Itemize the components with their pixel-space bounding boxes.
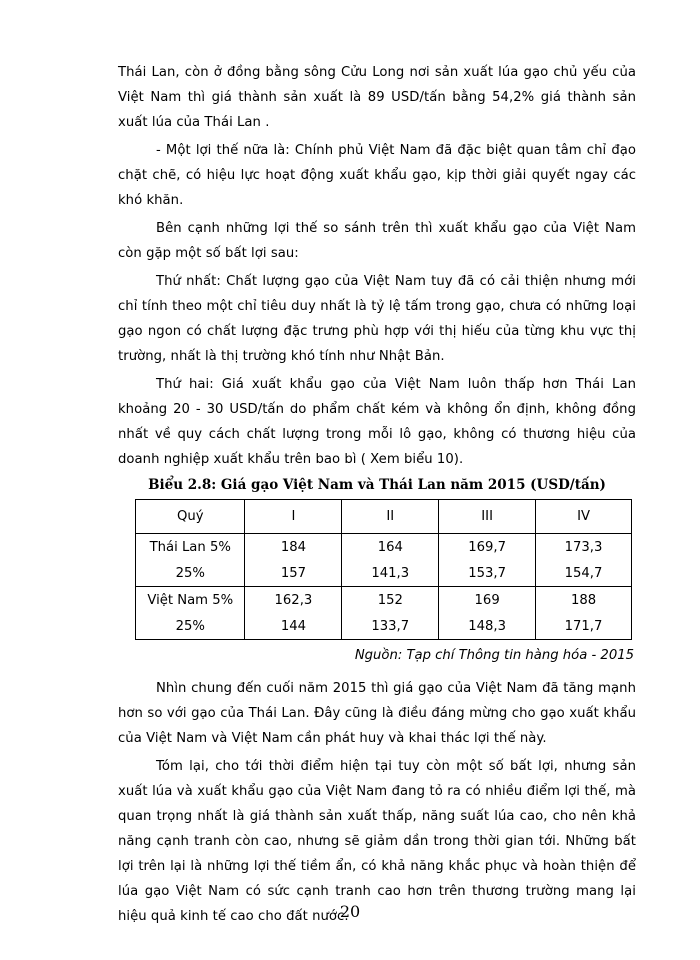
- table-row: [136, 613, 632, 640]
- paragraph-second-disadvantage: Thứ hai: Giá xuất khẩu gạo của Việt Nam luôn thấp hơn Thái Lan khoảng 20 - 30 USD/tấn do phẩm chất kém và không ổn định, không đồng nhất về quy cách chất lượng trong mỗi lô gạo, không có thương hiệu của doanh nghiệp xuất khẩu trên bao bì ( Xem biểu 10).: [118, 377, 636, 467]
- row-label: Việt Nam 5%: [136, 587, 245, 614]
- table-cell: 154,7: [536, 560, 632, 587]
- table-cell: 169,7: [439, 534, 536, 561]
- table-cell: 169: [439, 587, 536, 614]
- page-number: 20: [339, 902, 361, 921]
- table-cell: 144: [245, 613, 342, 640]
- table-source: Nguồn: Tạp chí Thông tin hàng hóa - 2015: [354, 648, 634, 663]
- table-cell: 157: [245, 560, 342, 587]
- paragraph-summary: Nhìn chung đến cuối năm 2015 thì giá gạo của Việt Nam đã tăng mạnh hơn so với gạo của Thái Lan. Đây cũng là điều đáng mừng cho gạo xuất khẩu của Việt Nam và Việt Nam cần phát huy và khai thác lợi thế này.: [118, 681, 636, 746]
- header-quarter: Quý: [136, 500, 245, 534]
- row-label: 25%: [136, 613, 245, 640]
- paragraph-intro-continuation: Thái Lan, còn ở đồng bằng sông Cửu Long nơi sản xuất lúa gạo chủ yếu của Việt Nam thì giá thành sản xuất là 89 USD/tấn bằng 54,2% giá thành sản xuất lúa của Thái Lan .: [118, 65, 636, 130]
- table-row: [136, 587, 632, 614]
- rice-price-table: [135, 499, 632, 640]
- table-row: [136, 560, 632, 587]
- table-caption: Biểu 2.8: Giá gạo Việt Nam và Thái Lan năm 2015 (USD/tấn): [148, 477, 606, 493]
- table-cell: 173,3: [536, 534, 632, 561]
- paragraph-first-disadvantage: Thứ nhất: Chất lượng gạo của Việt Nam tuy đã có cải thiện nhưng mới chỉ tính theo một chỉ tiêu duy nhất là tỷ lệ tấm trong gạo, chưa có những loại gạo ngon có chất lượng đặc trưng phù hợp với thị hiếu của từng khu vực thị trường, nhất là thị trường khó tính như Nhật Bản.: [118, 274, 636, 364]
- header-q1: I: [245, 500, 342, 534]
- table-cell: 152: [342, 587, 439, 614]
- table-header-row: [136, 500, 632, 534]
- header-q4: IV: [536, 500, 632, 534]
- table-row: [136, 534, 632, 561]
- paragraph-disadvantages-intro: Bên cạnh những lợi thế so sánh trên thì xuất khẩu gạo của Việt Nam còn gặp một số bất lợi sau:: [118, 221, 636, 261]
- paragraph-conclusion: Tóm lại, cho tới thời điểm hiện tại tuy còn một số bất lợi, nhưng sản xuất lúa và xuất khẩu gạo của Việt Nam đang tỏ ra có nhiều điểm lợi thế, mà quan trọng nhất là giá thành sản xuất thấp, năng suất lúa cao, cho nên khả năng cạnh tranh còn cao, nhưng sẽ giảm dần trong thời gian tới. Những bất lợi trên lại là những lợi thế tiềm ẩn, có khả năng khắc phục và hoàn thiện để lúa gạo Việt Nam có sức cạnh tranh cao hơn trên thương trường mang lại hiệu quả kinh tế cao cho đất nước.: [118, 759, 636, 924]
- table-cell: 141,3: [342, 560, 439, 587]
- header-q3: III: [439, 500, 536, 534]
- table-cell: 171,7: [536, 613, 632, 640]
- table-cell: 133,7: [342, 613, 439, 640]
- row-label: Thái Lan 5%: [136, 534, 245, 561]
- table-cell: 184: [245, 534, 342, 561]
- table-cell: 162,3: [245, 587, 342, 614]
- table-cell: 148,3: [439, 613, 536, 640]
- table-cell: 188: [536, 587, 632, 614]
- header-q2: II: [342, 500, 439, 534]
- document-page: [118, 60, 636, 932]
- row-label: 25%: [136, 560, 245, 587]
- paragraph-government-advantage: - Một lợi thế nữa là: Chính phủ Việt Nam đã đặc biệt quan tâm chỉ đạo chặt chẽ, có hiệu lực hoạt động xuất khẩu gạo, kịp thời giải quyết ngay các khó khăn.: [118, 143, 636, 208]
- table-cell: 153,7: [439, 560, 536, 587]
- table-cell: 164: [342, 534, 439, 561]
